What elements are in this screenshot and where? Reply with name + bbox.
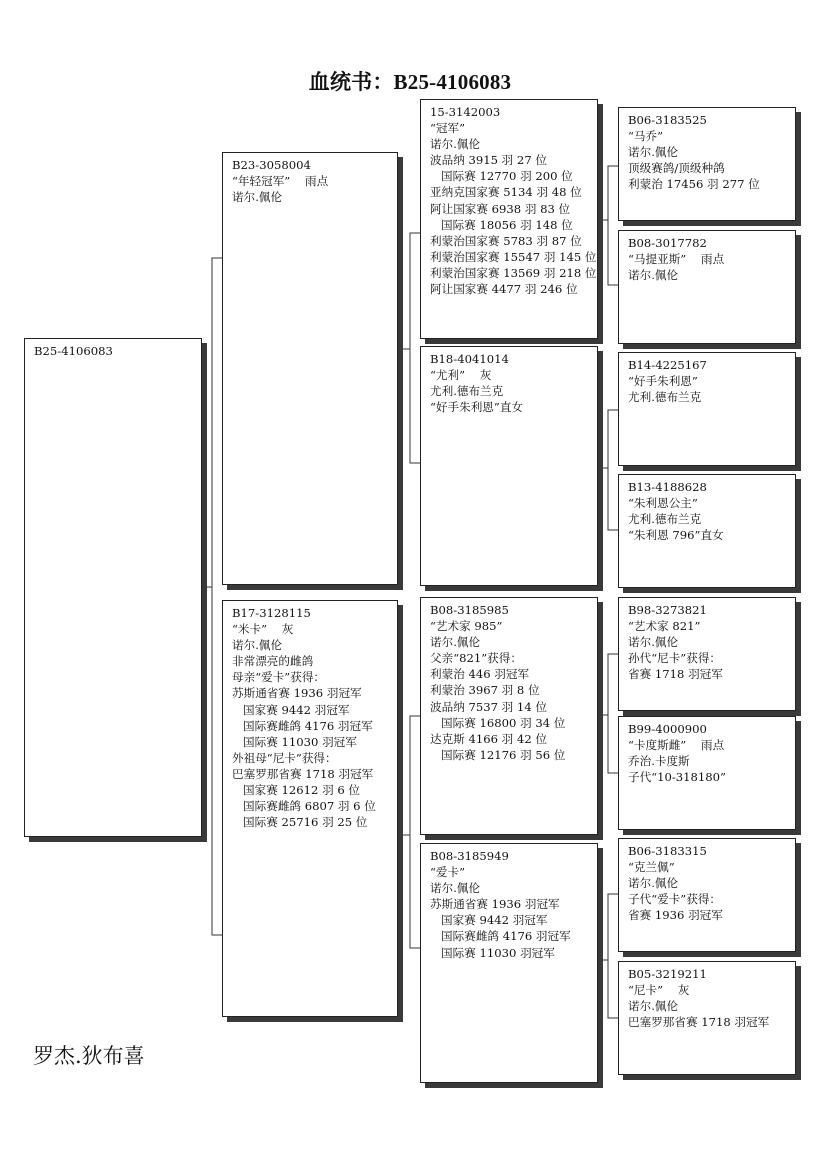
pedigree-line: “米卡” 灰 [232, 622, 294, 637]
pedigree-line: 乔治.卡度斯 [628, 754, 690, 769]
connector-sire-grandparents [398, 233, 420, 463]
pedigree-line: 诺尔.佩伦 [232, 190, 283, 205]
sire-dam-card [420, 346, 598, 586]
connector-subject-parents [202, 258, 222, 935]
pedigree-line: 国家赛 12612 羽 6 位 [232, 783, 361, 798]
pedigree-line: “朱利恩 796”直女 [628, 528, 724, 543]
pedigree-line: 诺尔.佩伦 [628, 999, 679, 1014]
pedigree-line: 省赛 1718 羽冠军 [628, 667, 723, 682]
pedigree-line: “尼卡” 灰 [628, 983, 690, 998]
ring-number: 15-3142003 [430, 105, 501, 119]
connector-ss-parents [598, 166, 618, 285]
pedigree-line: “冠军” [430, 121, 466, 136]
pedigree-line: 诺尔.佩伦 [628, 145, 679, 160]
pedigree-line: “好手朱利恩” [628, 374, 698, 389]
pedigree-line: 母亲“爱卡”获得： [232, 670, 326, 685]
connector-ds-parents [598, 654, 618, 773]
pedigree-line: 国际赛 18056 羽 148 位 [430, 217, 573, 232]
pedigree-line: “年轻冠军” 雨点 [232, 174, 329, 189]
dds-card [618, 838, 796, 952]
ring-number: B08-3185985 [430, 603, 509, 617]
pedigree-line: “爱卡” [430, 865, 466, 880]
pedigree-line: 波品纳 7537 羽 14 位 [430, 699, 547, 714]
pedigree-line: 尤利.德布兰克 [430, 384, 504, 399]
pedigree-line: 尤利.德布兰克 [628, 390, 702, 405]
ring-number: B18-4041014 [430, 352, 509, 366]
pedigree-line: 巴塞罗那省赛 1718 羽冠军 [628, 1015, 770, 1030]
dam-sire-card [420, 597, 598, 835]
pedigree-line: 国家赛 9442 羽冠军 [232, 702, 350, 717]
pedigree-line: 诺尔.佩伦 [628, 635, 679, 650]
document-title: 血统书：B25-4106083 [308, 70, 512, 94]
pedigree-line: 达克斯 4166 羽 42 位 [430, 731, 547, 746]
pedigree-line: 诺尔.佩伦 [430, 881, 481, 896]
owner-name: 罗杰.狄布喜 [33, 1044, 145, 1068]
pedigree-line: 诺尔.佩伦 [430, 635, 481, 650]
pedigree-line: 利蒙治 3967 羽 8 位 [430, 683, 540, 698]
pedigree-line: 顶级赛鸽/顶级种鸽 [628, 161, 725, 176]
pedigree-line: 国际赛 25716 羽 25 位 [232, 815, 368, 830]
ring-number: B08-3185949 [430, 849, 509, 863]
pedigree-line: 诺尔.佩伦 [628, 876, 679, 891]
sire-card [222, 152, 398, 585]
pedigree-line: 苏斯通省赛 1936 羽冠军 [232, 686, 362, 701]
pedigree-line: 诺尔.佩伦 [430, 137, 481, 152]
pedigree-line: 外祖母“尼卡”获得： [232, 750, 337, 765]
connector-sd-parents [598, 410, 618, 530]
pedigree-line: 亚纳克国家赛 5134 羽 48 位 [430, 185, 582, 200]
ring-number: B17-3128115 [232, 606, 311, 620]
sds-card [618, 352, 796, 466]
pedigree-line: 父亲“821”获得： [430, 651, 522, 666]
dam-card [222, 600, 398, 1017]
sss-card [618, 107, 796, 221]
pedigree-line: 国际赛 11030 羽冠军 [232, 734, 357, 749]
pedigree-line: 阿让国家赛 6938 羽 83 位 [430, 201, 571, 216]
pedigree-line: 利蒙治 17456 羽 277 位 [628, 177, 760, 192]
pedigree-line: 利蒙治 446 羽冠军 [430, 667, 530, 682]
ddd-card [618, 961, 796, 1075]
ring-number: B06-3183525 [628, 113, 707, 127]
dss-card [618, 597, 796, 711]
pedigree-line: 利蒙治国家赛 13569 羽 218 位 [430, 265, 597, 280]
pedigree-line: 子代“10-318180” [628, 770, 726, 785]
ssd-card [618, 230, 796, 344]
pedigree-line: “艺术家 985” [430, 619, 503, 634]
pedigree-line: “好手朱利恩”直女 [430, 400, 524, 415]
pedigree-line: “艺术家 821” [628, 619, 701, 634]
pedigree-line: “马提亚斯” 雨点 [628, 252, 725, 267]
pedigree-line: 非常漂亮的雌鸽 [232, 654, 314, 669]
pedigree-line: 苏斯通省赛 1936 羽冠军 [430, 897, 560, 912]
dam-dam-card [420, 843, 598, 1083]
dsd-card [618, 716, 796, 830]
pedigree-line: 国际赛雌鸽 4176 羽冠军 [430, 929, 571, 944]
pedigree-line: 波品纳 3915 羽 27 位 [430, 153, 547, 168]
pedigree-line: 孙代“尼卡”获得： [628, 651, 722, 666]
pedigree-line: “尤利” 灰 [430, 368, 492, 383]
pedigree-line: 省赛 1936 羽冠军 [628, 908, 723, 923]
ring-number: B13-4188628 [628, 480, 707, 494]
pedigree-line: 尤利.德布兰克 [628, 512, 702, 527]
pedigree-line: 利蒙治国家赛 5783 羽 87 位 [430, 233, 582, 248]
pedigree-line: “卡度斯雌” 雨点 [628, 738, 725, 753]
ring-number: B06-3183315 [628, 844, 707, 858]
pedigree-line: 国际赛雌鸽 6807 羽 6 位 [232, 799, 376, 814]
ring-number: B23-3058004 [232, 158, 311, 172]
sdd-card [618, 474, 796, 588]
ring-number: B98-3273821 [628, 603, 707, 617]
pedigree-line: 国际赛 11030 羽冠军 [430, 945, 555, 960]
subject-pigeon-card [24, 338, 202, 837]
pedigree-line: “克兰佩” [628, 860, 675, 875]
pedigree-line: 诺尔.佩伦 [628, 268, 679, 283]
pedigree-line: 巴塞罗那省赛 1718 羽冠军 [232, 766, 374, 781]
pedigree-line: “马乔” [628, 129, 664, 144]
pedigree-line: 国际赛雌鸽 4176 羽冠军 [232, 718, 373, 733]
pedigree-line: 国家赛 9442 羽冠军 [430, 913, 548, 928]
connector-dam-grandparents [398, 716, 420, 948]
connector-dd-parents [598, 894, 618, 1018]
pedigree-line: 国际赛 12770 羽 200 位 [430, 169, 573, 184]
ring-number: B05-3219211 [628, 967, 707, 981]
ring-number: B08-3017782 [628, 236, 707, 250]
pedigree-line: 阿让国家赛 4477 羽 246 位 [430, 282, 578, 297]
pedigree-line: 子代“爱卡”获得： [628, 892, 722, 907]
pedigree-line: 诺尔.佩伦 [232, 638, 283, 653]
ring-number: B99-4000900 [628, 722, 707, 736]
sire-sire-card [420, 99, 598, 339]
ring-number: B14-4225167 [628, 358, 707, 372]
pedigree-line: “朱利恩公主” [628, 496, 698, 511]
ring-number: B25-4106083 [34, 344, 113, 358]
pedigree-line: 利蒙治国家赛 15547 羽 145 位 [430, 249, 597, 264]
pedigree-line: 国际赛 16800 羽 34 位 [430, 715, 566, 730]
pedigree-line: 国际赛 12176 羽 56 位 [430, 747, 566, 762]
